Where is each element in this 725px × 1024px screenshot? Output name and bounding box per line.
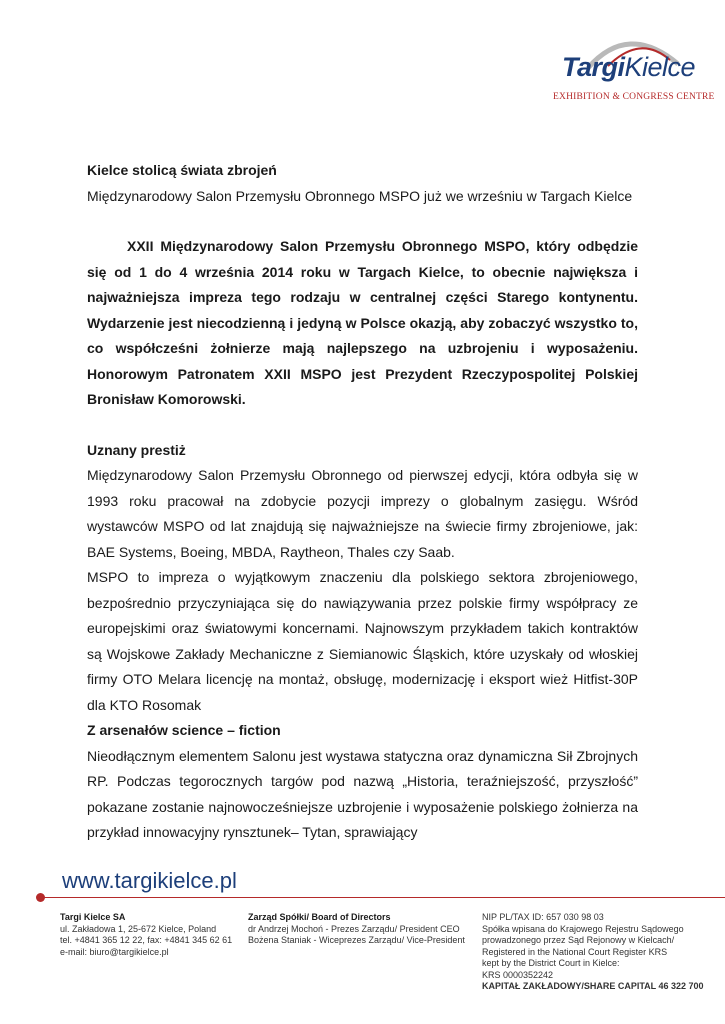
footer-company-title: Targi Kielce SA [60,912,126,922]
logo-wordmark [562,52,695,83]
footer-board-title: Zarząd Spółki/ Board of Directors [248,912,391,922]
article-body [87,158,638,846]
logo-word-kielce: Kielce [624,52,696,82]
footer-registry-line: NIP PL/TAX ID: 657 030 98 03 [482,912,604,922]
footer-board-line: Bożena Staniak - Wiceprezes Zarządu/ Vice-President [248,935,465,945]
footer-registry-line: Registered in the National Court Register KRS [482,946,668,957]
article-subtitle: Międzynarodowy Salon Przemysłu Obronnego MSPO już we wrześniu w Targach Kielce [87,187,633,204]
footer-registry-line: Spółka wpisana do Krajowego Rejestru Sądowego [482,923,684,934]
footer-share-capital: KAPITAŁ ZAKŁADOWY/SHARE CAPITAL 46 322 700 [482,981,704,991]
footer-company-address: ul. Zakładowa 1, 25-672 Kielce, Poland [60,923,217,934]
article-lead: XXII Międzynarodowy Salon Przemysłu Obronnego MSPO, który odbędzie się od 1 do 4 września 2014 roku w Targach Kielce, to obecnie największa i najważniejsza impreza tego rodzaju w centralnej części Starego kontynentu. Wydarzenie jest niecodzienną i jedyną w Polsce okazją, aby zobaczyć wszystko to, co współcześni żołnierze mają najlepszego na uzbrojeniu i wyposażeniu. Honorowym Patronatem XXII MSPO jest Prezydent Rzeczypospolitej Polskiej Bronisław Komorowski. [87,238,638,407]
footer-registry-line: kept by the District Court in Kielce: [482,958,620,968]
footer-board-line: dr Andrzej Mochoń - Prezes Zarządu/ President CEO [248,923,460,934]
footer-divider [40,897,725,898]
spacer [87,413,638,438]
logo-word-targi: Targi [562,52,625,82]
paragraph-arsenal-1: Nieodłącznym elementem Salonu jest wystawa statyczna oraz dynamiczna Sił Zbrojnych RP. Podczas tegorocznych targów pod nazwą „Historia, teraźniejszość, przyszłość” pokazane zostanie najnowocześniejsze uzbrojenie i wyposażenie polskiego żołnierza na przykład innowacyjny rynsztunek– Tytan, sprawiający [87,747,638,840]
section-heading-arsenal: Z arsenałów science – fiction [87,722,281,738]
paragraph-prestige-1: Międzynarodowy Salon Przemysłu Obronnego od pierwszej edycji, która odbyła się w 1993 roku pracował na zdobycie pozycji imprezy o globalnym zasięgu. Wśród wystawców MSPO od lat znajdują się najważniejsze na świecie firmy zbrojeniowe, jak: BAE Systems, Boeing, MBDA, Raytheon, Thales czy Saab. [87,467,638,560]
spacer [87,209,638,234]
footer-board-info [248,912,465,947]
footer-company-phone: tel. +4841 365 12 22, fax: +4841 345 62 61 [60,935,233,945]
footer-company-info [60,912,232,958]
company-logo [548,30,725,105]
footer-registry-line: prowadzonego przez Sąd Rejonowy w Kielcach/ [482,935,675,945]
footer-registry-info [482,912,704,993]
section-heading-prestige: Uznany prestiż [87,441,186,458]
paragraph-prestige-2: MSPO to impreza o wyjątkowym znaczeniu dla polskiego sektora zbrojeniowego, bezpośrednio przyczyniająca się do nawiązywania przez polskie firmy współpracy ze europejskimi oraz światowymi koncernami. Najnowszym przykładem takich kontraktów są Wojskowe Zakłady Mechaniczne z Siemianowic Śląskich, które uzyskały od włoskiej firmy OTO Melara licencję na montaż, obsługę, modernizację i eksport wież Hitfist-30P dla KTO Rosomak [87,569,638,713]
article-title: Kielce stolicą świata zbrojeń [87,162,277,178]
footer-company-email[interactable]: e-mail: biuro@targikielce.pl [60,946,169,957]
footer-registry-line: KRS 0000352242 [482,969,554,980]
logo-subtitle: EXHIBITION & CONGRESS CENTRE [553,92,715,102]
footer-website-link[interactable]: www.targikielce.pl [62,868,237,893]
